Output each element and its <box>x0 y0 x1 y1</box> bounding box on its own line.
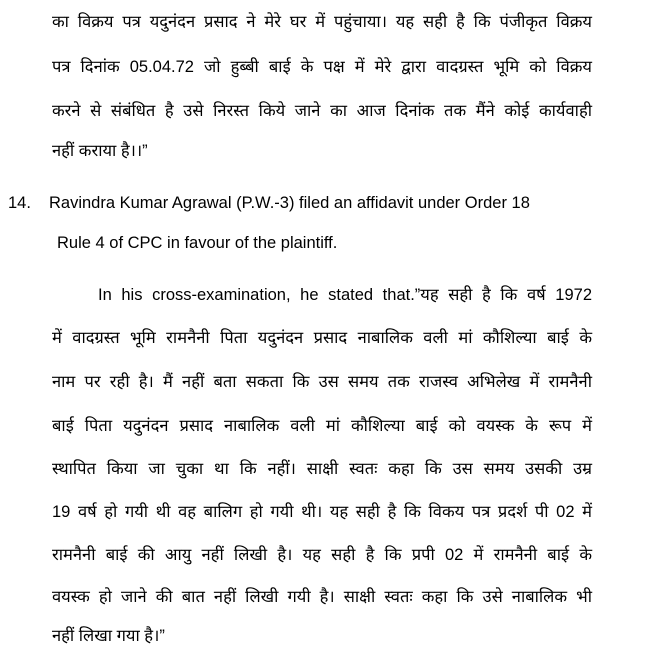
text-line: Ravindra Kumar Agrawal (P.W.-3) filed an affidavit under Order 18 <box>49 194 530 212</box>
text-line: वयस्क हो जाने की बात नहीं लिखी गयी है। साक्षी स्वतः कहा कि उसे नाबालिक भी <box>52 588 592 606</box>
text-line: Rule 4 of CPC in favour of the plaintiff. <box>57 234 338 252</box>
text-line: नहीं कराया है।।” <box>52 142 148 160</box>
text-line: नाम पर रही है। मैं नहीं बता सकता कि उस समय तक राजस्व अभिलेख में रामनैनी <box>52 373 592 391</box>
text-line: में वादग्रस्त भूमि रामनैनी पिता यदुनंदन प्रसाद नाबालिक वली मां कौशिल्या बाई के <box>52 329 592 347</box>
text-line: 19 वर्ष हो गयी थी वह बालिग हो गयी थी। यह सही है कि विकय पत्र प्रदर्श पी 02 में <box>52 503 592 521</box>
text-line: In his cross-examination, he stated that.”यह सही है कि वर्ष 1972 <box>98 286 592 304</box>
paragraph-number: 14. <box>8 194 31 212</box>
text-line: बाई पिता यदुनंदन प्रसाद नाबालिक वली मां कौशिल्या बाई को वयस्क के रूप में <box>52 417 592 435</box>
text-line: का विक्रय पत्र यदुनंदन प्रसाद ने मेरे घर में पहुंचाया। यह सही है कि पंजीकृत विक्रय <box>52 13 592 31</box>
text-line: नहीं लिखा गया है।” <box>52 627 165 645</box>
text-line: रामनैनी बाई की आयु नहीं लिखी है। यह सही है कि प्रपी 02 में रामनैनी बाई के <box>52 546 592 564</box>
text-line: स्थापित किया जा चुका था कि नहीं। साक्षी स्वतः कहा कि उस समय उसकी उम्र <box>52 460 592 478</box>
text-line: पत्र दिनांक 05.04.72 जो हुब्बी बाई के पक्ष में मेरे द्वारा वादग्रस्त भूमि को विक्रय <box>52 58 592 76</box>
text-line: करने से संबंधित है उसे निरस्त किये जाने का आज दिनांक तक मैंने कोई कार्यवाही <box>52 102 592 120</box>
